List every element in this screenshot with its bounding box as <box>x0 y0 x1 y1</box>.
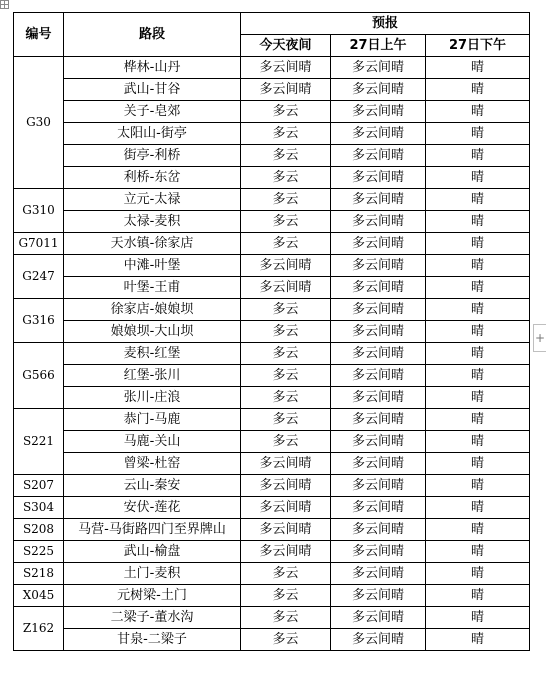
forecast-cell: 晴 <box>426 233 530 255</box>
forecast-cell: 多云 <box>241 343 331 365</box>
table-body <box>14 57 530 651</box>
header-period: 27日上午 <box>331 35 426 57</box>
route-code-cell: S208 <box>14 519 64 541</box>
forecast-cell: 晴 <box>426 321 530 343</box>
table-row <box>14 255 530 277</box>
road-section-cell: 马营-马街路四门至界牌山 <box>64 519 241 541</box>
forecast-cell: 晴 <box>426 453 530 475</box>
table-row <box>14 497 530 519</box>
table-row <box>14 101 530 123</box>
forecast-cell: 晴 <box>426 167 530 189</box>
table-row <box>14 189 530 211</box>
table-row <box>14 519 530 541</box>
table-row <box>14 563 530 585</box>
header-code: 编号 <box>14 13 64 57</box>
forecast-cell: 晴 <box>426 387 530 409</box>
header-row-top <box>14 13 530 35</box>
forecast-cell: 多云间晴 <box>241 255 331 277</box>
forecast-cell: 晴 <box>426 79 530 101</box>
header-road: 路段 <box>64 13 241 57</box>
table-row <box>14 475 530 497</box>
route-code-cell: X045 <box>14 585 64 607</box>
forecast-cell: 多云 <box>241 189 331 211</box>
forecast-cell: 多云间晴 <box>241 453 331 475</box>
forecast-cell: 多云间晴 <box>331 57 426 79</box>
forecast-cell: 多云间晴 <box>241 57 331 79</box>
forecast-cell: 多云间晴 <box>331 233 426 255</box>
table-row <box>14 387 530 409</box>
forecast-cell: 多云间晴 <box>331 453 426 475</box>
table-row <box>14 365 530 387</box>
forecast-cell: 多云间晴 <box>331 299 426 321</box>
route-code-cell: S207 <box>14 475 64 497</box>
forecast-cell: 多云间晴 <box>331 541 426 563</box>
forecast-cell: 多云间晴 <box>331 431 426 453</box>
route-code-cell: G566 <box>14 343 64 409</box>
road-section-cell: 叶堡-王甫 <box>64 277 241 299</box>
road-section-cell: 桦林-山丹 <box>64 57 241 79</box>
forecast-cell: 多云间晴 <box>331 79 426 101</box>
table-row <box>14 607 530 629</box>
forecast-cell: 多云间晴 <box>331 475 426 497</box>
forecast-cell: 多云间晴 <box>331 211 426 233</box>
route-code-cell: S218 <box>14 563 64 585</box>
forecast-cell: 多云 <box>241 387 331 409</box>
route-code-cell: G247 <box>14 255 64 299</box>
table-row <box>14 145 530 167</box>
forecast-cell: 晴 <box>426 585 530 607</box>
road-section-cell: 红堡-张川 <box>64 365 241 387</box>
road-section-cell: 武山-甘谷 <box>64 79 241 101</box>
road-section-cell: 云山-秦安 <box>64 475 241 497</box>
road-section-cell: 中滩-叶堡 <box>64 255 241 277</box>
forecast-cell: 多云间晴 <box>331 123 426 145</box>
forecast-cell: 多云 <box>241 299 331 321</box>
road-section-cell: 利桥-东岔 <box>64 167 241 189</box>
forecast-cell: 多云间晴 <box>331 607 426 629</box>
road-section-cell: 太阳山-街亭 <box>64 123 241 145</box>
road-section-cell: 元树梁-土门 <box>64 585 241 607</box>
table-row <box>14 167 530 189</box>
table-row <box>14 409 530 431</box>
forecast-cell: 晴 <box>426 145 530 167</box>
forecast-cell: 多云间晴 <box>331 255 426 277</box>
route-code-cell: G30 <box>14 57 64 189</box>
forecast-cell: 多云间晴 <box>331 145 426 167</box>
road-section-cell: 甘泉-二梁子 <box>64 629 241 651</box>
road-section-cell: 街亭-利桥 <box>64 145 241 167</box>
forecast-cell: 多云间晴 <box>331 167 426 189</box>
road-section-cell: 娘娘坝-大山坝 <box>64 321 241 343</box>
forecast-cell: 晴 <box>426 277 530 299</box>
forecast-cell: 多云 <box>241 585 331 607</box>
forecast-cell: 多云间晴 <box>241 475 331 497</box>
route-code-cell: S221 <box>14 409 64 475</box>
forecast-cell: 多云间晴 <box>241 541 331 563</box>
forecast-cell: 多云 <box>241 145 331 167</box>
forecast-cell: 多云 <box>241 211 331 233</box>
forecast-cell: 晴 <box>426 211 530 233</box>
forecast-cell: 多云 <box>241 431 331 453</box>
road-section-cell: 关子-皂郊 <box>64 101 241 123</box>
forecast-cell: 晴 <box>426 629 530 651</box>
forecast-cell: 多云 <box>241 365 331 387</box>
route-code-cell: S304 <box>14 497 64 519</box>
forecast-cell: 晴 <box>426 431 530 453</box>
table-row <box>14 585 530 607</box>
road-section-cell: 安伏-莲花 <box>64 497 241 519</box>
forecast-cell: 晴 <box>426 57 530 79</box>
forecast-cell: 多云 <box>241 321 331 343</box>
forecast-cell: 多云间晴 <box>331 629 426 651</box>
forecast-cell: 晴 <box>426 101 530 123</box>
forecast-cell: 多云间晴 <box>241 519 331 541</box>
forecast-cell: 晴 <box>426 255 530 277</box>
forecast-cell: 多云 <box>241 629 331 651</box>
forecast-cell: 晴 <box>426 299 530 321</box>
forecast-cell: 晴 <box>426 497 530 519</box>
road-section-cell: 张川-庄浪 <box>64 387 241 409</box>
forecast-cell: 晴 <box>426 475 530 497</box>
forecast-cell: 多云间晴 <box>331 519 426 541</box>
road-section-cell: 天水镇-徐家店 <box>64 233 241 255</box>
forecast-cell: 多云 <box>241 563 331 585</box>
road-weather-forecast-table <box>13 12 530 651</box>
forecast-cell: 多云间晴 <box>241 277 331 299</box>
table-row <box>14 57 530 79</box>
forecast-cell: 多云间晴 <box>331 563 426 585</box>
table-row <box>14 79 530 101</box>
road-section-cell: 武山-榆盘 <box>64 541 241 563</box>
road-section-cell: 太禄-麦积 <box>64 211 241 233</box>
road-section-cell: 曾梁-杜窑 <box>64 453 241 475</box>
table-row <box>14 321 530 343</box>
forecast-cell: 多云间晴 <box>331 585 426 607</box>
forecast-cell: 多云 <box>241 409 331 431</box>
table-row <box>14 431 530 453</box>
route-code-cell: G310 <box>14 189 64 233</box>
table-row <box>14 211 530 233</box>
road-section-cell: 麦积-红堡 <box>64 343 241 365</box>
forecast-cell: 多云间晴 <box>331 409 426 431</box>
forecast-cell: 多云间晴 <box>241 79 331 101</box>
road-section-cell: 土门-麦积 <box>64 563 241 585</box>
forecast-cell: 多云 <box>241 607 331 629</box>
forecast-cell: 多云 <box>241 167 331 189</box>
route-code-cell: Z162 <box>14 607 64 651</box>
forecast-cell: 晴 <box>426 541 530 563</box>
forecast-cell: 多云间晴 <box>331 365 426 387</box>
forecast-cell: 晴 <box>426 343 530 365</box>
header-period: 27日下午 <box>426 35 530 57</box>
table-row <box>14 277 530 299</box>
forecast-cell: 多云间晴 <box>331 497 426 519</box>
plus-icon[interactable]: + <box>533 324 546 352</box>
road-section-cell: 恭门-马鹿 <box>64 409 241 431</box>
forecast-cell: 多云间晴 <box>241 497 331 519</box>
route-code-cell: S225 <box>14 541 64 563</box>
road-section-cell: 立元-太禄 <box>64 189 241 211</box>
forecast-cell: 晴 <box>426 123 530 145</box>
table-row <box>14 299 530 321</box>
road-section-cell: 徐家店-娘娘坝 <box>64 299 241 321</box>
forecast-cell: 多云间晴 <box>331 343 426 365</box>
table-row <box>14 629 530 651</box>
table-row <box>14 343 530 365</box>
header-forecast: 预报 <box>241 13 530 35</box>
forecast-cell: 多云间晴 <box>331 387 426 409</box>
forecast-cell: 多云间晴 <box>331 321 426 343</box>
table-row <box>14 233 530 255</box>
forecast-cell: 多云 <box>241 233 331 255</box>
forecast-cell: 晴 <box>426 519 530 541</box>
forecast-cell: 晴 <box>426 563 530 585</box>
table-row <box>14 541 530 563</box>
table-anchor-icon[interactable] <box>0 0 10 10</box>
forecast-cell: 多云间晴 <box>331 189 426 211</box>
forecast-cell: 晴 <box>426 189 530 211</box>
route-code-cell: G7011 <box>14 233 64 255</box>
forecast-cell: 多云间晴 <box>331 101 426 123</box>
road-section-cell: 马鹿-关山 <box>64 431 241 453</box>
route-code-cell: G316 <box>14 299 64 343</box>
forecast-cell: 晴 <box>426 607 530 629</box>
forecast-cell: 多云间晴 <box>331 277 426 299</box>
table-row <box>14 123 530 145</box>
road-section-cell: 二梁子-董水沟 <box>64 607 241 629</box>
forecast-cell: 晴 <box>426 409 530 431</box>
forecast-cell: 多云 <box>241 101 331 123</box>
forecast-cell: 多云 <box>241 123 331 145</box>
forecast-cell: 晴 <box>426 365 530 387</box>
table-row <box>14 453 530 475</box>
header-period: 今天夜间 <box>241 35 331 57</box>
